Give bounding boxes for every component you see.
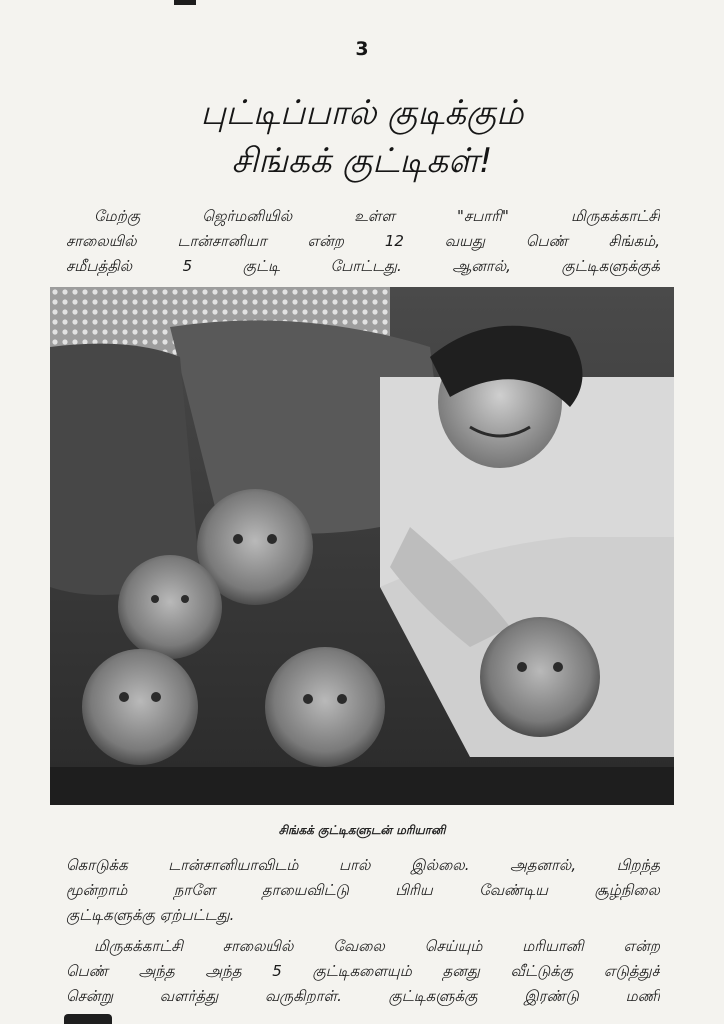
photo-girl-with-lion-cubs — [50, 287, 674, 805]
lion-cub-5 — [480, 617, 600, 737]
photo-caption: சிங்கக் குட்டிகளுடன் மரியானி — [278, 823, 446, 837]
page-corner-mark — [174, 0, 196, 5]
body-paragraph-1 — [66, 853, 660, 928]
page-number: 3 — [355, 38, 369, 60]
page-bottom-mark — [64, 1014, 112, 1024]
lion-cub-4 — [265, 647, 385, 767]
intro-line: சாலையில் டான்சானியா என்ற 12 வயது பெண் சிங்கம், — [66, 232, 660, 250]
lion-cub-3 — [82, 649, 198, 765]
intro-line: மேற்கு ஜெர்மனியில் உள்ள "சபாரி" மிருகக்காட்சி — [94, 207, 660, 225]
intro-line: சமீபத்தில் 5 குட்டி போட்டது. ஆனால், குட்டிகளுக்குக் — [66, 257, 660, 275]
body-line: மூன்றாம் நாளே தாயைவிட்டு பிரிய வேண்டிய சூழ்நிலை — [66, 881, 660, 899]
intro-paragraph — [66, 204, 660, 279]
body-line: குட்டிகளுக்கு ஏற்பட்டது. — [66, 906, 235, 924]
article-title-line-1: புட்டிப்பால் குடிக்கும் — [200, 93, 524, 133]
lion-cub-2 — [118, 555, 222, 659]
body-line: மிருகக்காட்சி சாலையில் வேலை செய்யும் மரியானி என்ற — [94, 937, 660, 955]
body-line: பெண் அந்த அந்த 5 குட்டிகளையும் தனது வீட்டுக்கு எடுத்துச் — [66, 962, 660, 980]
body-paragraph-2 — [66, 934, 660, 1009]
body-line: சென்று வளர்த்து வருகிறாள். குட்டிகளுக்கு இரண்டு மணி — [66, 987, 660, 1005]
photo-illustration — [50, 287, 674, 805]
body-line: கொடுக்க டான்சானியாவிடம் பால் இல்லை. அதனால், பிறந்த — [66, 856, 660, 874]
article-title-line-2: சிங்கக் குட்டிகள்! — [231, 141, 493, 181]
